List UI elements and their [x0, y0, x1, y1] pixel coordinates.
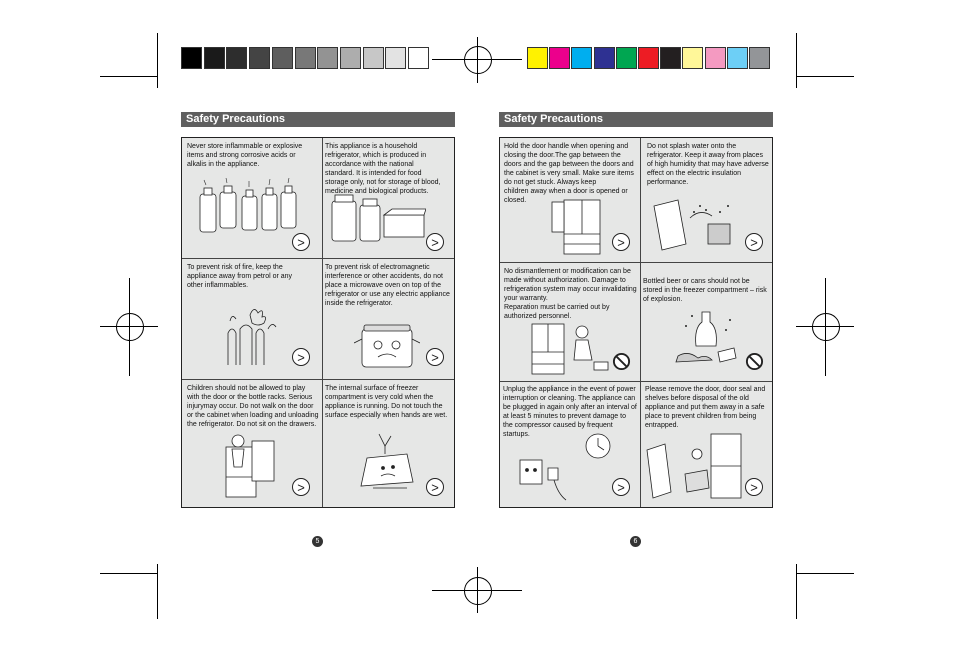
- precaution-text: Unplug the appliance in the event of power interruption or cleaning. The appliance can be plugged in again only after an interval of at least 5 minutes to prevent damage to the compressor caused by frequent startups.: [503, 386, 637, 438]
- dismantle-icon: [530, 318, 610, 376]
- next-arrow-icon: >: [426, 478, 444, 496]
- next-arrow-icon: >: [292, 478, 310, 496]
- medicine-jars-icon: [330, 193, 426, 243]
- page-5-panel: [181, 137, 455, 508]
- precaution-text: The internal surface of freezer compartment is very cold when the appliance is running. Do not touch the surface especially when hands are wet.: [325, 385, 448, 419]
- page-5-header: Safety Precautions: [181, 112, 455, 127]
- color-swatch: [705, 47, 726, 69]
- registration-mark-icon: [464, 577, 492, 605]
- page-6-panel: [499, 137, 773, 508]
- page-number: 5: [312, 536, 323, 547]
- color-swatch: [682, 47, 703, 69]
- plug-clock-icon: [518, 430, 614, 502]
- precaution-text: Please remove the door, door seal and shelves before disposal of the old appliance and put them away in a safe place to prevent children from being entrapped.: [645, 386, 766, 429]
- next-arrow-icon: >: [292, 233, 310, 251]
- next-arrow-icon: >: [292, 348, 310, 366]
- precaution-text: This appliance is a household refrigerator, which is produced in accordance with the national standard. It is intended for food storage only, not for storage of blood, medicine and biological products.: [325, 143, 441, 195]
- precaution-text: No dismantlement or modification can be made without authorization. Damage to refrigeration system may occur invalidating your warranty. Reparation must be carried out by authorized personnel.: [504, 268, 637, 320]
- color-swatch: [571, 47, 592, 69]
- registration-mark-icon: [812, 313, 840, 341]
- registration-mark-icon: [464, 46, 492, 74]
- refrigerator-doors-icon: [550, 196, 606, 256]
- color-swatch: [249, 47, 270, 69]
- color-swatch: [204, 47, 225, 69]
- page-number: 6: [630, 536, 641, 547]
- precaution-text: Do not splash water onto the refrigerator. Keep it away from places of high humidity that may have adverse effect on the electric insulation performance.: [647, 143, 769, 186]
- color-swatch: [727, 47, 748, 69]
- color-swatch: [549, 47, 570, 69]
- color-swatch: [295, 47, 316, 69]
- precaution-text: Children should not be allowed to play with the door or the bottle racks. Serious injurymay occur. Do not walk on the door or the cabinet when loading and unloading the refrigerator. Do not sit on the drawers.: [187, 385, 319, 428]
- door-removal-icon: [645, 430, 745, 502]
- water-splash-icon: [650, 198, 740, 252]
- color-swatch: [594, 47, 615, 69]
- color-swatch: [317, 47, 338, 69]
- color-swatch: [660, 47, 681, 69]
- color-swatch: [272, 47, 293, 69]
- color-swatch: [616, 47, 637, 69]
- precaution-text: Never store inflammable or explosive items and strong corrosive acids or alkalis in the appliance.: [187, 143, 303, 168]
- registration-mark-icon: [116, 313, 144, 341]
- precaution-text: Bottled beer or cans should not be stored in the freezer compartment – risk of explosion.: [643, 278, 767, 303]
- prohibited-icon: [745, 352, 764, 371]
- color-swatch: [749, 47, 770, 69]
- precaution-text: Hold the door handle when opening and closing the door.The gap between the doors and the gap between the doors and the cabinet is very small. Make sure items do not get stuck. Always keep children away when a door is opened or closed.: [504, 143, 634, 204]
- next-arrow-icon: >: [612, 233, 630, 251]
- next-arrow-icon: >: [612, 478, 630, 496]
- fire-hazard-icon: [220, 303, 280, 367]
- prohibited-icon: [612, 352, 631, 371]
- microwave-icon: [354, 323, 420, 369]
- precaution-text: To prevent risk of electromagnetic interference or other accidents, do not place a microwave oven on top of the refrigerator or use any electric appliance inside the refrigerator.: [325, 264, 450, 307]
- child-refrigerator-icon: [222, 433, 278, 499]
- next-arrow-icon: >: [745, 478, 763, 496]
- color-swatch: [527, 47, 548, 69]
- color-swatch: [226, 47, 247, 69]
- color-swatch: [181, 47, 202, 69]
- color-swatch: [340, 47, 361, 69]
- bottle-explosion-icon: [672, 306, 742, 366]
- cold-surface-icon: [357, 428, 419, 490]
- chemical-bottles-icon: [194, 178, 300, 236]
- next-arrow-icon: >: [426, 233, 444, 251]
- color-swatch: [385, 47, 406, 69]
- color-swatch: [408, 47, 429, 69]
- page-6-header: Safety Precautions: [499, 112, 773, 127]
- next-arrow-icon: >: [426, 348, 444, 366]
- color-swatch: [363, 47, 384, 69]
- precaution-text: To prevent risk of fire, keep the appliance away from petrol or any other inflammables.: [187, 264, 293, 289]
- color-swatch: [638, 47, 659, 69]
- next-arrow-icon: >: [745, 233, 763, 251]
